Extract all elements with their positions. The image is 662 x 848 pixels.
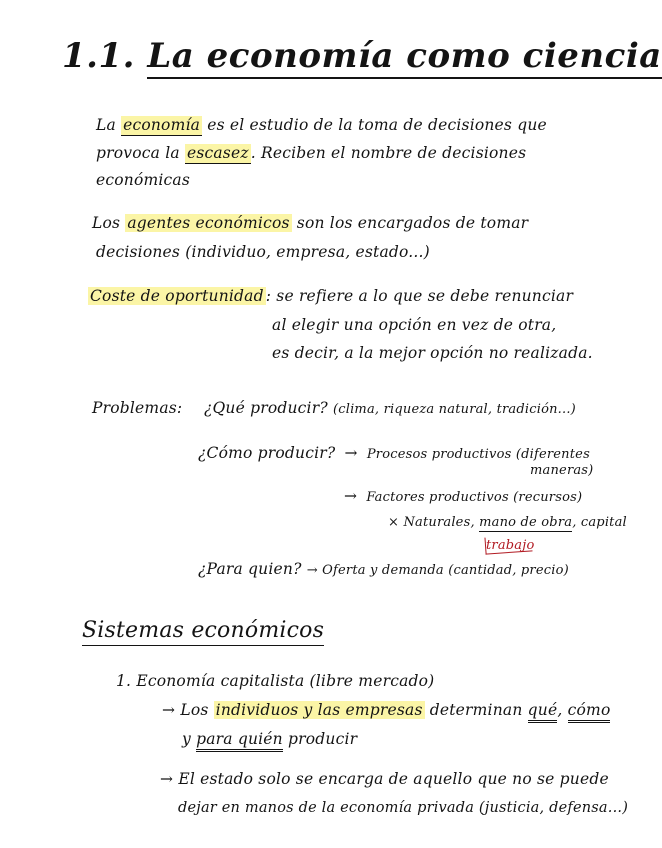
highlight-economia: economía: [123, 116, 201, 134]
agentes-text: son los encargados de tomar: [296, 214, 529, 232]
factores-list: [388, 515, 627, 530]
cross-bullet-icon: ×: [388, 515, 400, 530]
problemas-q2: [198, 444, 590, 462]
q2-processes-cont: maneras): [530, 463, 594, 478]
coste-text: : se refiere a lo que se debe renunciar: [265, 287, 574, 305]
bullet-text: determinan: [429, 701, 523, 719]
problemas-label: Problemas:: [92, 399, 183, 417]
q1-note: (clima, riqueza natural, tradición...): [332, 402, 576, 417]
bullet-text: El estado solo se encarga de aquello que no se puede: [178, 770, 609, 788]
bullet-text: ,: [557, 701, 563, 719]
intro-line-1: [96, 116, 547, 134]
intro-text: . Reciben el nombre de decisiones: [250, 144, 527, 162]
highlight-escasez: escasez: [186, 144, 249, 162]
section-heading-text: Sistemas económicos: [82, 618, 324, 646]
bullet-2-line-2: dejar en manos de la economía privada (justicia, defensa...): [178, 800, 629, 816]
q3-text: ¿Para quien?: [198, 560, 302, 578]
section-heading: [82, 618, 324, 643]
q2-factors: Factores productivos (recursos): [366, 490, 583, 505]
problemas-q1: [204, 399, 576, 417]
intro-line-2: [96, 144, 526, 162]
q1-text: ¿Qué producir?: [204, 399, 328, 417]
highlight-coste: Coste de oportunidad: [90, 287, 264, 305]
highlight-agentes: agentes económicos: [127, 214, 290, 232]
intro-text: La: [96, 116, 116, 134]
arrow-icon: →: [162, 701, 176, 719]
q2-text: ¿Cómo producir?: [198, 444, 336, 462]
agentes-line-2: decisiones (individuo, empresa, estado...): [96, 243, 430, 261]
underlined-para-quien: para quién: [196, 730, 283, 752]
bullet-text: Los: [180, 701, 209, 719]
factor-capital: , capital: [572, 515, 627, 530]
intro-text: es el estudio de la toma de decisiones que: [207, 116, 547, 134]
arrow-icon: →: [344, 444, 358, 462]
factor-naturales: Naturales,: [403, 515, 475, 530]
arrow-icon: →: [160, 770, 174, 788]
bullet-1-line-1: [162, 701, 610, 719]
underlined-como: cómo: [568, 701, 611, 723]
intro-line-3: económicas: [96, 171, 191, 189]
sistemas-item-1: 1. Economía capitalista (libre mercado): [116, 672, 435, 690]
bullet-text: y: [182, 730, 191, 748]
q2-processes: Procesos productivos (diferentes: [366, 447, 590, 462]
arrow-icon: →: [344, 487, 358, 505]
coste-line-2: al elegir una opción en vez de otra,: [272, 316, 557, 334]
agentes-line-1: [92, 214, 528, 232]
factor-mano-de-obra: mano de obra: [479, 515, 573, 530]
coste-line-1: [88, 287, 573, 305]
q3-note: → Oferta y demanda (cantidad, precio): [306, 563, 569, 578]
title-number: 1.1.: [62, 36, 135, 76]
bullet-1-line-2: [182, 730, 357, 748]
agentes-text: Los: [92, 214, 121, 232]
intro-text: provoca la: [96, 144, 180, 162]
bullet-text: producir: [288, 730, 358, 748]
bullet-2-line-1: [160, 770, 609, 788]
underlined-que: qué: [528, 701, 558, 723]
page-title: [62, 36, 662, 76]
problemas-q2-factores: [340, 487, 582, 505]
red-annotation-trabajo: trabajo: [486, 538, 535, 553]
coste-line-3: es decir, a la mejor opción no realizada.: [272, 344, 593, 362]
highlight-individuos: individuos y las empresas: [215, 701, 423, 719]
title-text: La economía como ciencia: [147, 36, 661, 79]
problemas-q3: [198, 560, 569, 578]
